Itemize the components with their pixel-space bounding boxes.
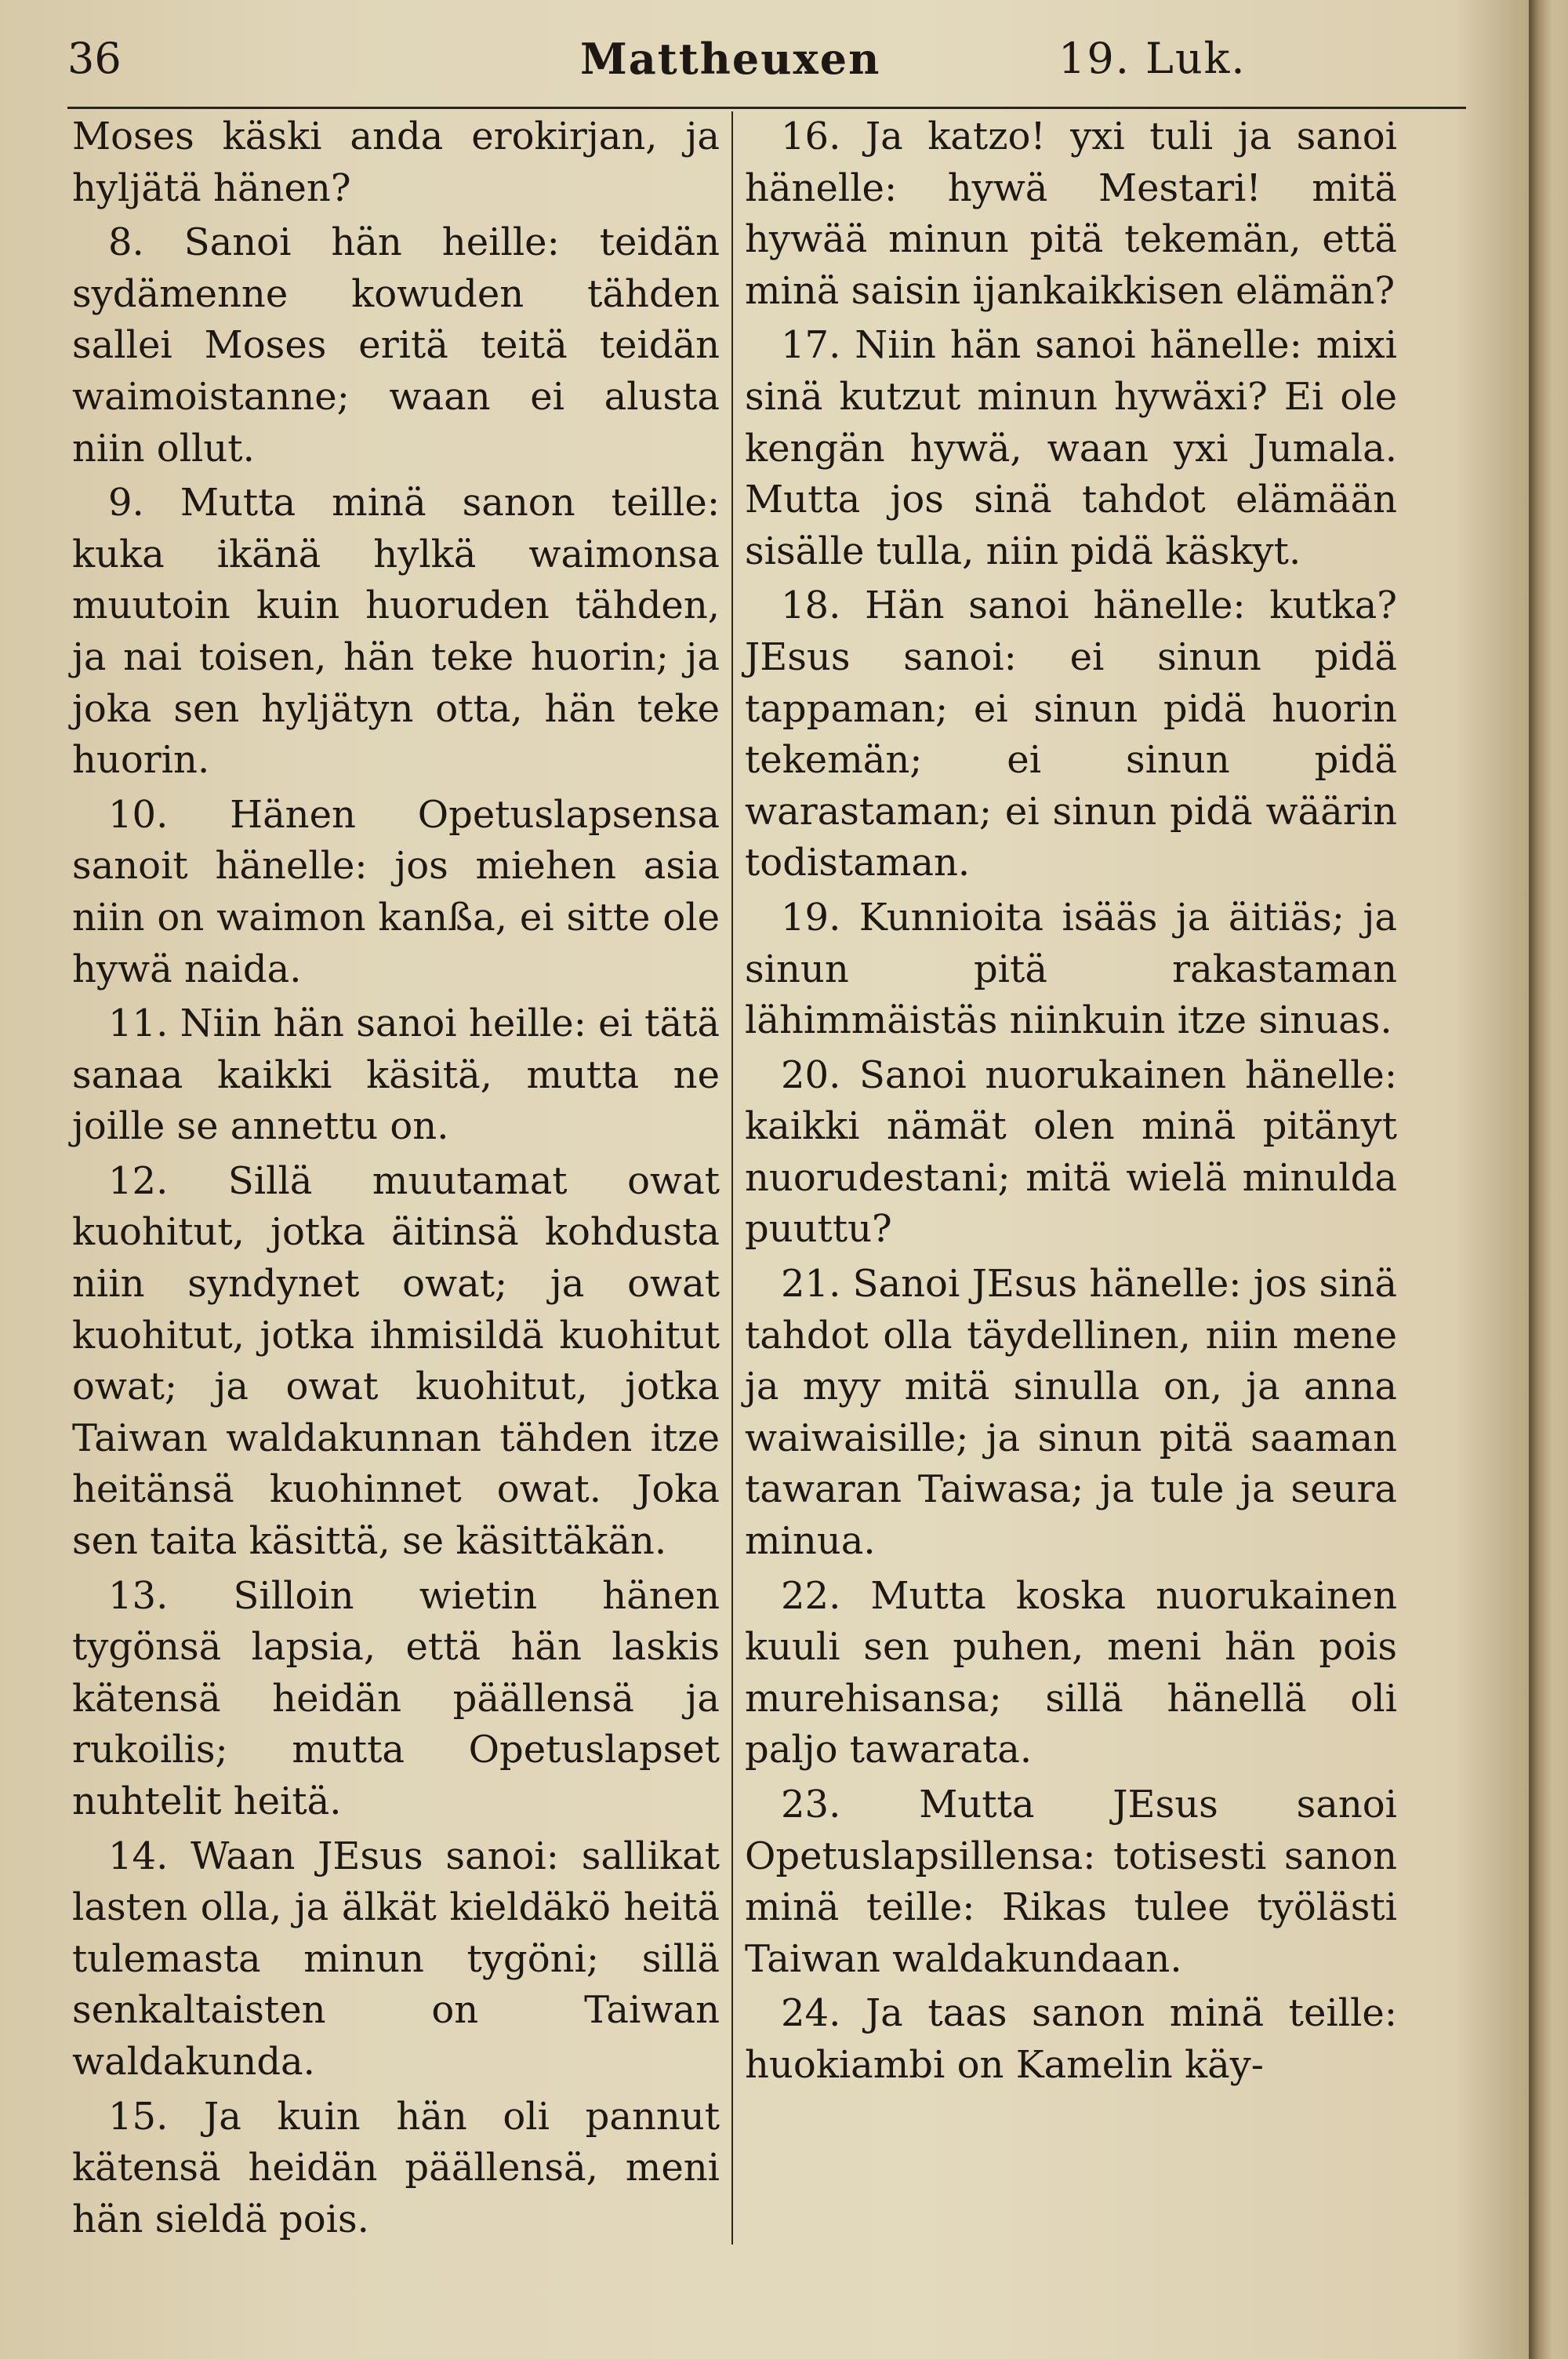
verse-number: 13. [108,1573,169,1618]
verse-text: Mutta JEsus sanoi Opetuslapsillensa: totisesti sanon minä teille: Rikas tulee työlästi Taiwan waldakundaan. [745,1783,1397,1981]
facing-page-edge [1529,0,1568,2359]
verse-number: 21. [781,1262,841,1307]
verse-text: Sanoi JEsus hänelle: jos sinä tahdot olla täydellinen, niin mene ja myy mitä sinulla on, ja anna waiwaisille; ja sinun pitä saaman tawaran Taiwasa; ja tule ja seura minua. [745,1262,1397,1564]
running-head-title: Mattheuxen [580,34,881,84]
verse [745,111,1397,317]
page-number: 36 [67,34,122,83]
verse-number: 12. [108,1158,169,1203]
verse [72,1156,720,1568]
verse-text: Mutta minä sanon teille: kuka ikänä hylkä waimonsa muutoin kuin huoruden tähden, ja nai toisen, hän teke huorin; ja joka sen hyljätyn otta, hän teke huorin. [72,481,720,783]
verse-text: Ja kuin hän oli pannut kätensä heidän päällensä, meni hän sieldä pois. [72,2094,720,2241]
verse [745,1988,1397,2091]
verse [72,2092,720,2246]
verse [72,790,720,995]
verse-number: 14. [108,1834,169,1878]
left-column [72,111,720,2248]
verse-number: 19. [781,895,841,940]
column-divider [731,111,733,2245]
verse-text: Sillä muutamat owat kuohitut, jotka äitinsä kohdusta niin syndynet owat; ja owat kuohitut, jotka ihmisildä kuohitut owat; ja owat kuohitut, jotka Taiwan waldakunnan tähden itze heitänsä kuohinnet owat. Joka sen taita käsittä, se käsittäkän. [72,1158,720,1564]
verse-number: 24. [781,1991,841,2036]
verse-text: Waan JEsus sanoi: sallikat lasten olla, ja älkät kieldäkö heitä tulemasta minun tygöni; sillä senkaltaisten on Taiwan waldakunda. [72,1834,720,2084]
verse [72,217,720,474]
verse-text: Hän sanoi hänelle: kutka? JEsus sanoi: ei sinun pidä tappaman; ei sinun pidä huorin tekemän; ei sinun pidä warastaman; ei sinun pidä wäärin todistaman. [745,583,1397,885]
verse-text: Silloin wietin hänen tygönsä lapsia, että hän laskis kätensä heidän päällensä ja rukoilis; mutta Opetuslapset nuhtelit heitä. [72,1573,720,1823]
verse [745,1050,1397,1256]
verse [745,1779,1397,1985]
verse [72,111,720,214]
verse-number: 9. [108,481,144,525]
verse-text: Ja taas sanon minä teille: huokiambi on Kamelin käy- [745,1991,1397,2087]
verse-number: 11. [108,1001,169,1046]
verse [72,478,720,787]
verse-text: Hänen Opetuslapsensa sanoit hänelle: jos miehen asia niin on waimon kanßa, ei sitte ole hywä naida. [72,792,720,991]
verse-number: 17. [781,323,841,368]
header-rule [67,107,1466,109]
verse-text: Sanoi nuorukainen hänelle: kaikki nämät olen minä pitänyt nuorudestani; mitä wielä minulda puuttu? [745,1052,1398,1252]
verse-number: 18. [781,583,841,628]
verse-number: 8. [108,220,144,265]
right-column [745,111,1397,2095]
verse [745,320,1397,577]
verse [72,1831,720,2088]
verse-number: 20. [781,1052,841,1097]
verse [745,892,1397,1047]
verse-text: Niin hän sanoi hänelle: mixi sinä kutzut minun hywäxi? Ei ole kengän hywä, waan yxi Jumala. Mutta jos sinä tahdot elämään sisälle tulla, niin pidä käskyt. [745,323,1397,573]
verse-text: Moses käski anda erokirjan, ja hyljätä hänen? [72,114,720,210]
verse-number: 16. [781,114,841,158]
verse-text: Niin hän sanoi heille: ei tätä sanaa kaikki käsitä, mutta ne joille se annettu on. [72,1001,720,1149]
verse-text: Mutta koska nuorukainen kuuli sen puhen, meni hän pois murehisansa; sillä hänellä oli paljo tawarata. [745,1573,1398,1772]
verse [745,1571,1397,1776]
verse-text: Kunnioita isääs ja äitiäs; ja sinun pitä rakastaman lähimmäistäs niinkuin itze sinuas. [745,895,1397,1043]
verse [72,1571,720,1828]
verse [745,580,1397,889]
verse [745,1259,1397,1568]
verse [72,998,720,1153]
verse-number: 15. [108,2094,169,2139]
verse-text: Sanoi hän heille: teidän sydämenne kowuden tähden sallei Moses eritä teitä teidän waimoistanne; waan ei alusta niin ollut. [72,220,720,471]
verse-number: 23. [781,1783,841,1826]
verse-number: 10. [108,792,169,837]
chapter-reference: 19. Luk. [1058,34,1247,83]
verse-number: 22. [781,1573,841,1618]
verse-text: Ja katzo! yxi tuli ja sanoi hänelle: hywä Mestari! mitä hywää minun pitä tekemän, että minä saisin ijankaikkisen elämän? [745,114,1397,313]
